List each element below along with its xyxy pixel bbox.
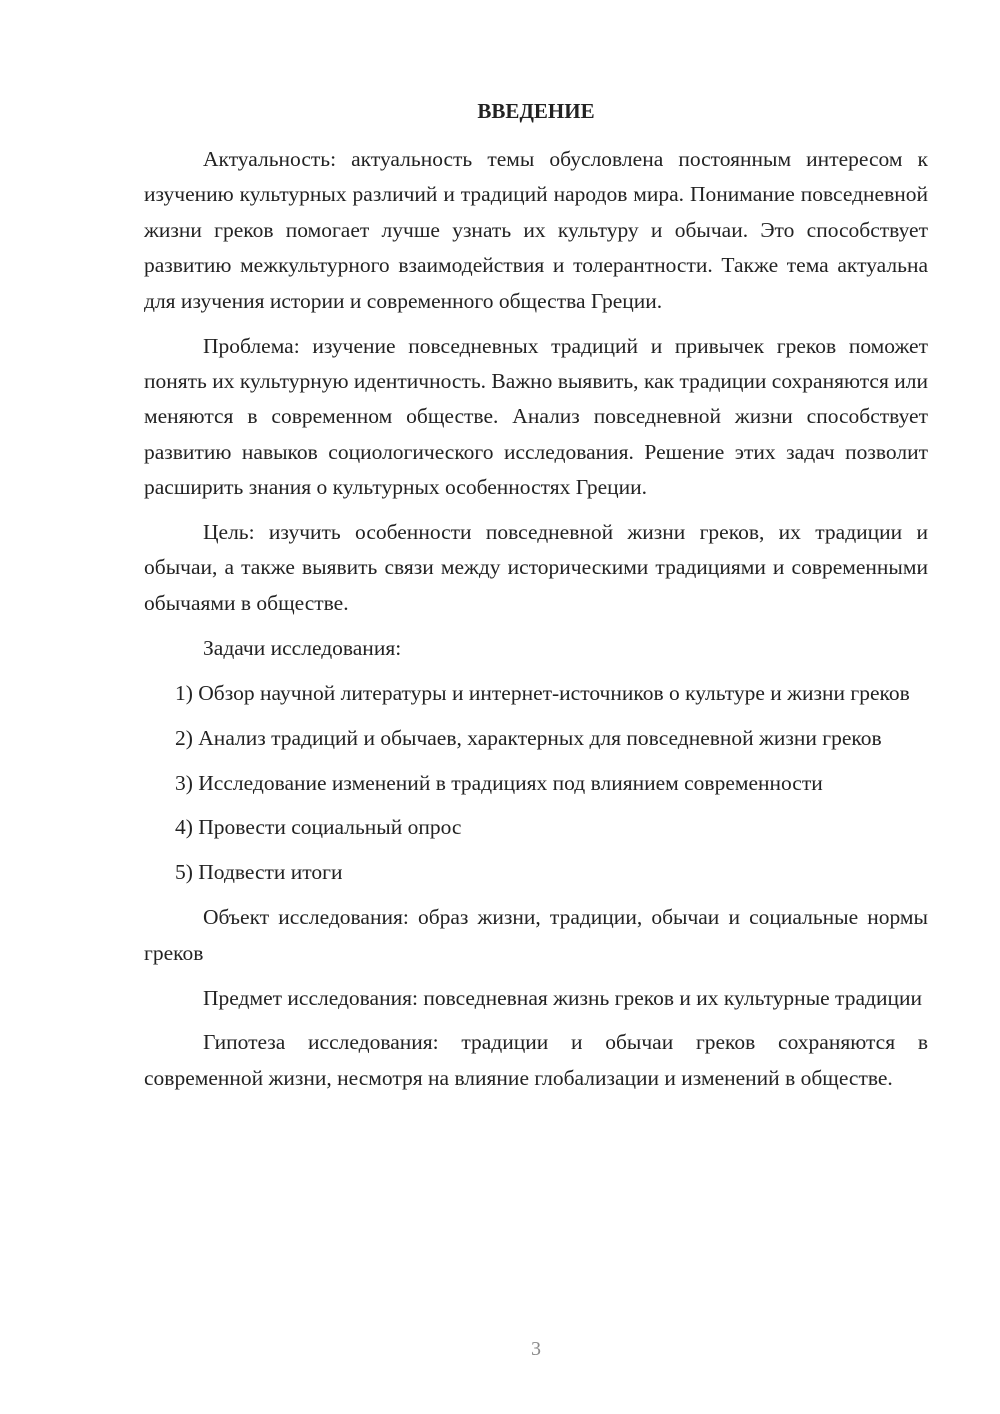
page-title: ВВЕДЕНИЕ (477, 99, 595, 123)
paragraph-hypothesis: Гипотеза исследования: традиции и обычаи греков сохраняются в современной жизни, несмотря на влияние глобализации и изменений в обществе. (144, 1030, 928, 1090)
paragraph-relevance: Актуальность: актуальность темы обусловлена постоянным интересом к изучению культурных различий и традиций народов мира. Понимание повседневной жизни греков помогает лучше узнать их культуру и обычаи. Это способствует развитию межкультурного взаимодействия и толерантности. Также тема актуальна для изучения истории и современного общества Греции. (144, 147, 928, 313)
list-item: 2) Анализ традиций и обычаев, характерных для повседневной жизни греков (175, 725, 882, 750)
paragraph-object: Объект исследования: образ жизни, традиции, обычаи и социальные нормы греков (144, 905, 928, 965)
list-item: 1) Обзор научной литературы и интернет-источников о культуре и жизни греков (175, 680, 910, 705)
list-item: 5) Подвести итоги (175, 860, 343, 885)
paragraph-goal: Цель: изучить особенности повседневной жизни греков, их традиции и обычаи, а также выявить связи между историческими традициями и современными обычаями в обществе. (144, 520, 928, 615)
list-item: 3) Исследование изменений в традициях под влиянием современности (175, 770, 823, 795)
paragraph-subject: Предмет исследования: повседневная жизнь греков и их культурные традиции (203, 985, 922, 1010)
document-body (144, 142, 928, 1106)
list-item: 4) Провести социальный опрос (175, 815, 462, 840)
paragraph-problem: Проблема: изучение повседневных традиций и привычек греков поможет понять их культурную идентичность. Важно выявить, как традиции сохраняются или меняются в современном обществе. Анализ повседневной жизни способствует развитию навыков социологического исследования. Решение этих задач позволит расширить знания о культурных особенностях Греции. (144, 333, 928, 500)
page-number: 3 (531, 1338, 541, 1360)
tasks-heading: Задачи исследования: (203, 635, 402, 660)
